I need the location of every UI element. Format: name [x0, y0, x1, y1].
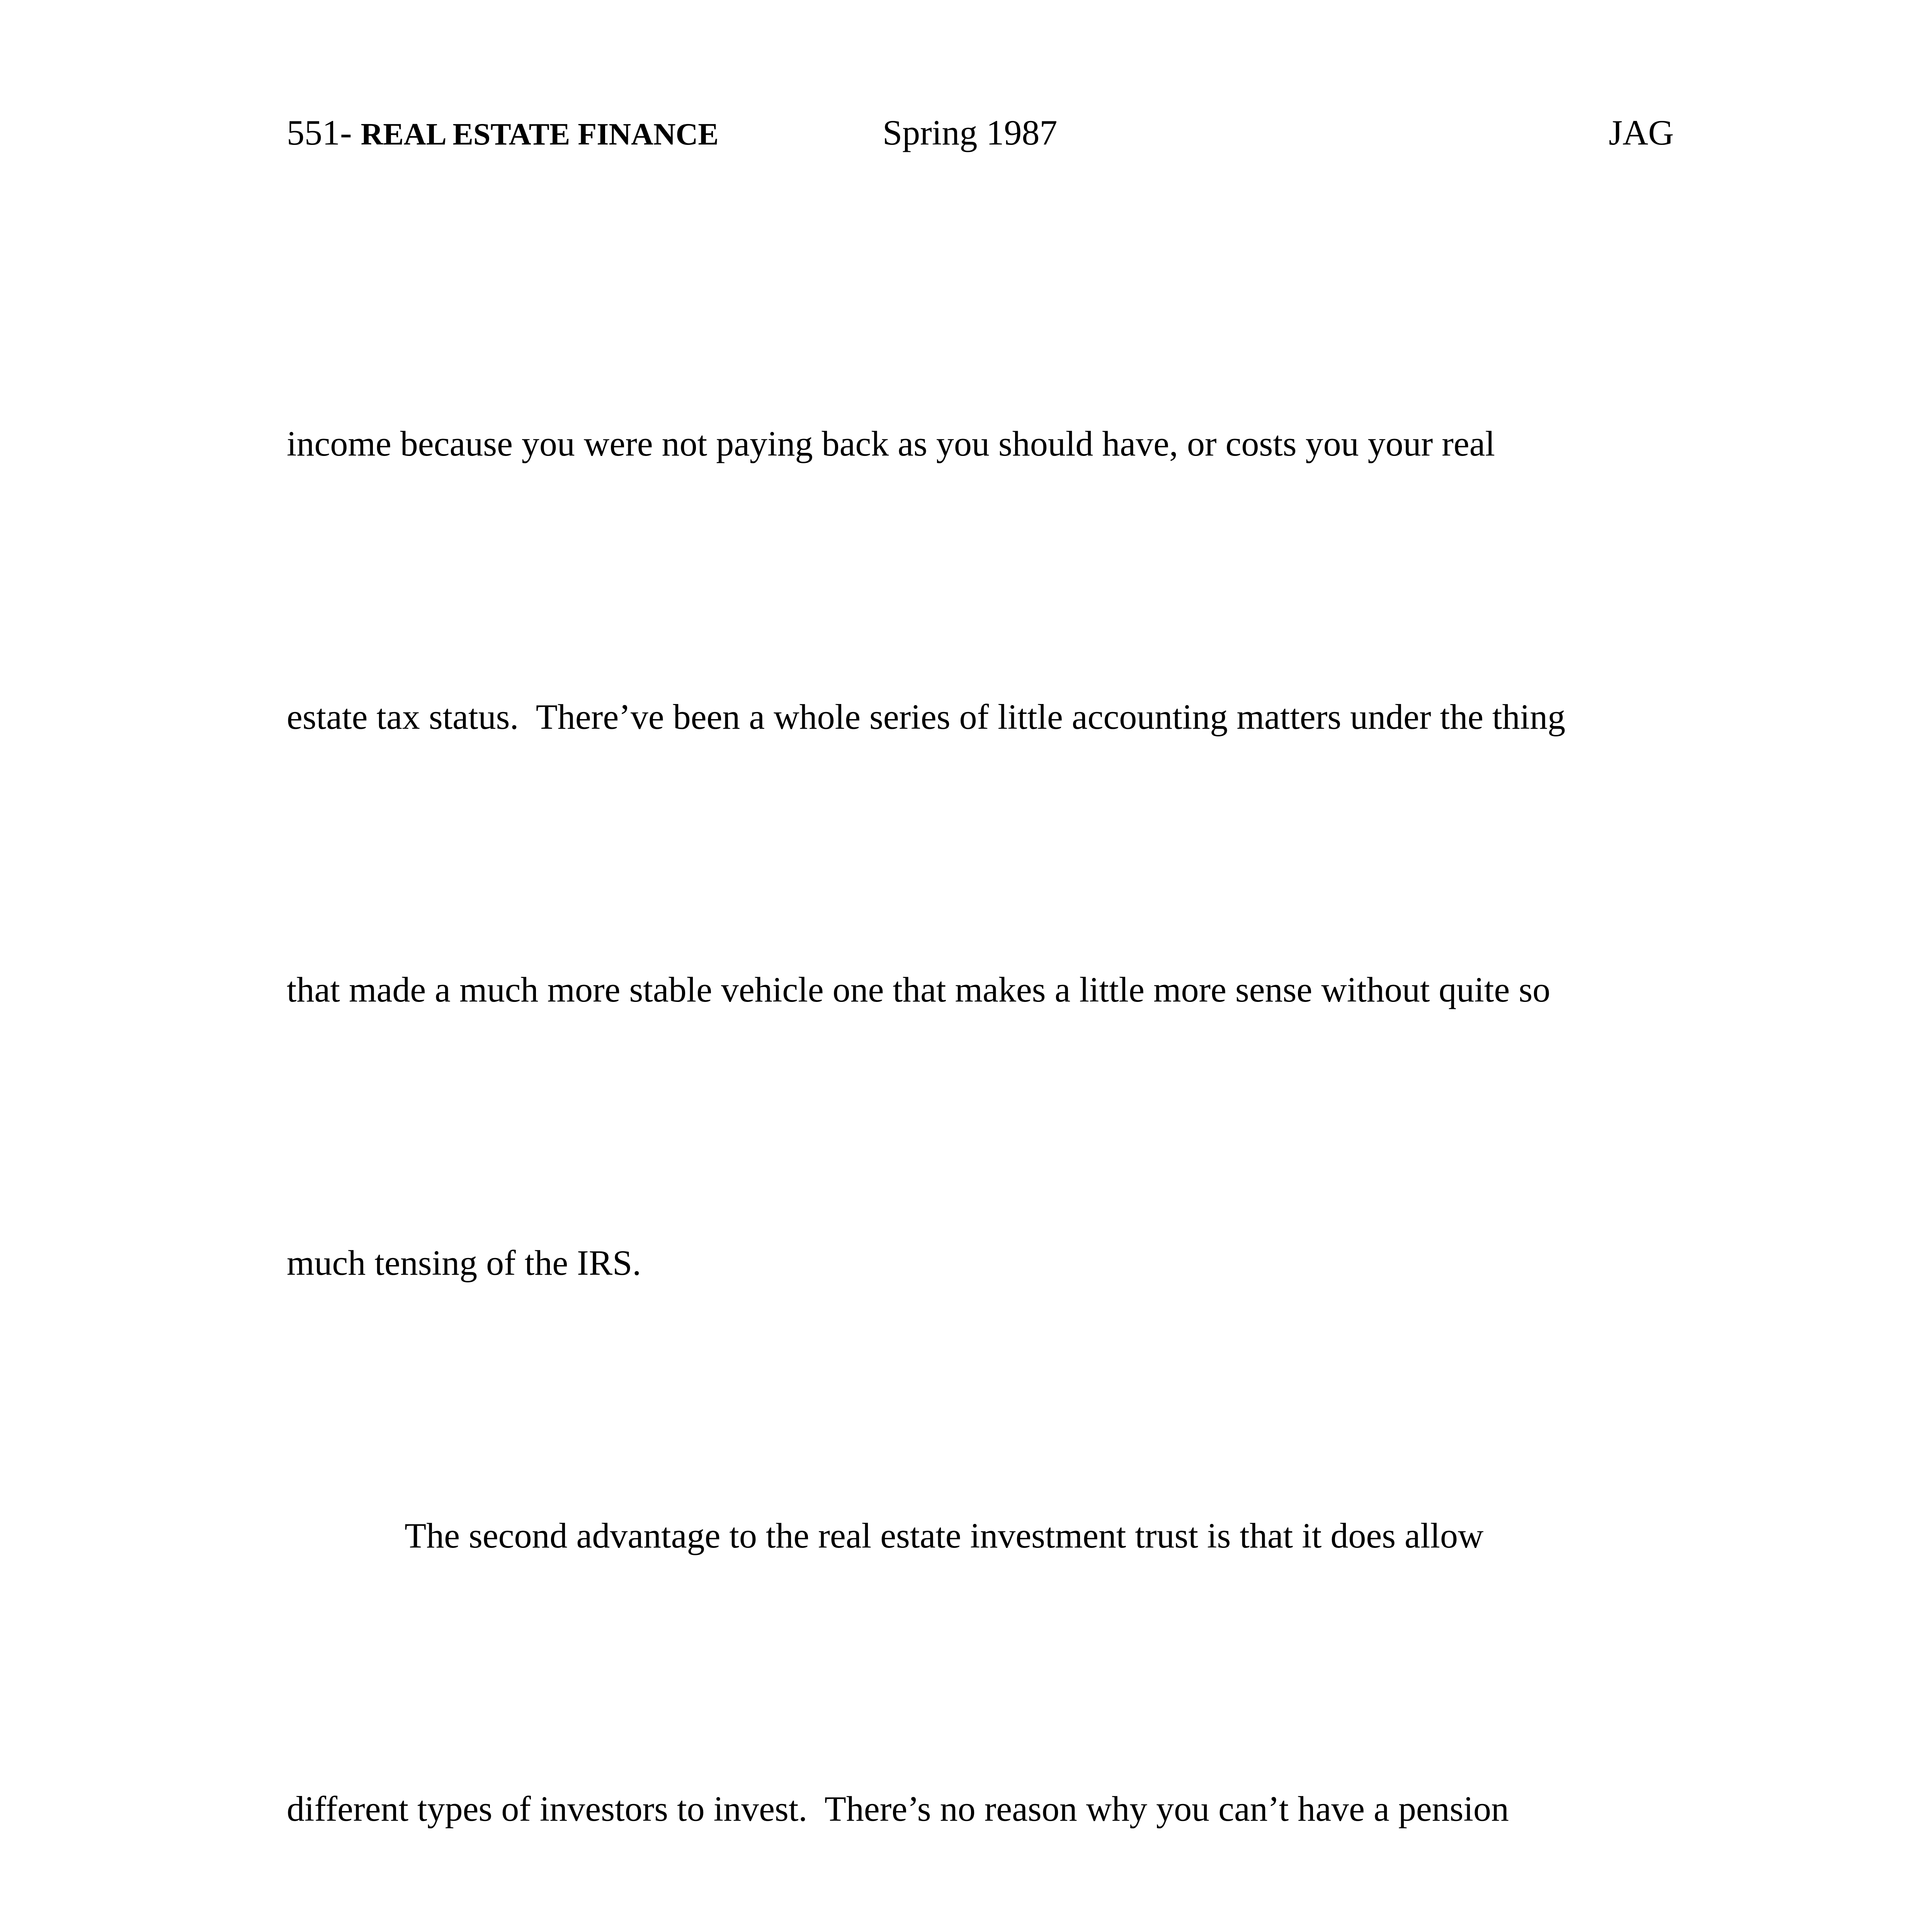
text-line: that made a much more stable vehicle one that makes a little more sense without quite so	[287, 970, 1551, 1009]
transcript-body	[287, 216, 1685, 1932]
text-line: different types of investors to invest. There’s no reason why you can’t have a pension	[287, 1789, 1509, 1828]
page-header	[287, 112, 1674, 174]
text-line: much tensing of the IRS.	[287, 1243, 641, 1282]
course-label	[287, 112, 719, 153]
author-initials: JAG	[1609, 113, 1674, 152]
course-number: 551-	[287, 113, 352, 152]
course-title: REAL ESTATE FINANCE	[361, 117, 719, 151]
text-line: estate tax status. There’ve been a whole series of little accounting matters under the thing	[287, 697, 1566, 736]
term-label: Spring 1987	[883, 113, 1058, 152]
text-line-paragraph-start: The second advantage to the real estate investment trust is that it does allow	[405, 1516, 1484, 1555]
text-line: income because you were not paying back as you should have, or costs you your real	[287, 424, 1495, 463]
